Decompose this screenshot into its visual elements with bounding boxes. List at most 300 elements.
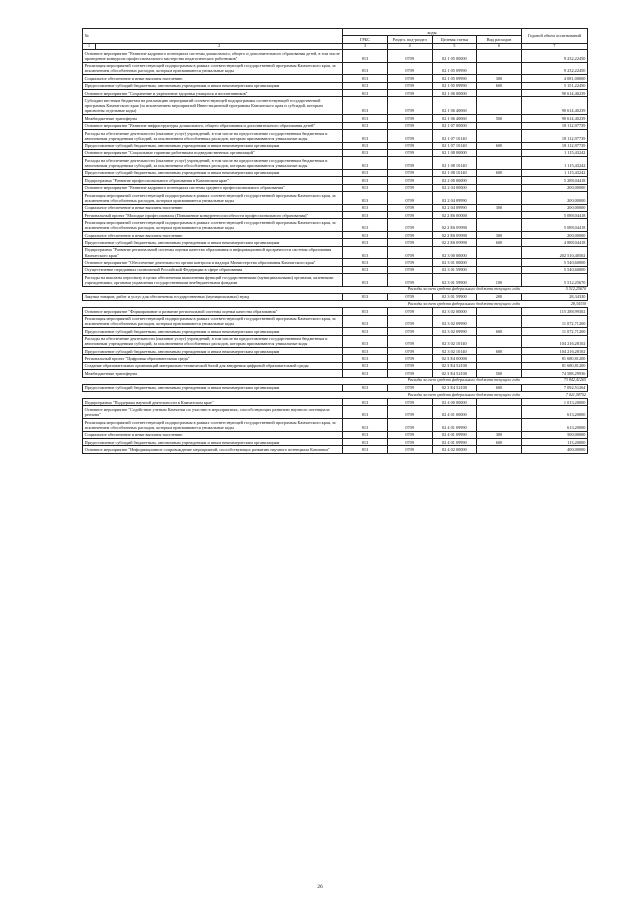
table-row — [83, 399, 588, 406]
row-name: Предоставление субсидий бюджетным, автономным учреждениям и иным некоммерческим организациям — [83, 384, 343, 391]
row-name: Основное мероприятие "Формирование и развитие региональной системы оценки качества образования" — [83, 308, 343, 315]
row-amount: 5 088,04418 — [521, 219, 587, 232]
row-amount: 104 216,28102 — [521, 348, 587, 355]
row-target-article: 02 3 02 00000 — [432, 308, 477, 315]
row-name: Закупка товаров, работ и услуг для обеспечения государственных (муниципальных) нужд — [83, 293, 343, 300]
row-razdel: 0709 — [387, 362, 432, 369]
row-grbs: 813 — [343, 115, 388, 122]
row-target-article: 02 3 02 10140 — [432, 335, 477, 348]
row-target-article: 02 3 01 59900 — [432, 266, 477, 273]
row-razdel: 0709 — [387, 115, 432, 122]
row-expense-type — [477, 157, 522, 170]
row-target-article: 02 3 02 10140 — [432, 348, 477, 355]
row-target-article: 02 4 01 09990 — [432, 438, 477, 445]
funding-note-text: Расходы за счет средств федерального бюджета текущего года — [407, 300, 520, 306]
row-target-article: 02 3 01 59900 — [432, 293, 477, 300]
row-grbs: 813 — [343, 75, 388, 82]
column-number-2: 2 — [218, 43, 221, 49]
row-grbs: 813 — [343, 419, 388, 432]
row-grbs: 813 — [343, 266, 388, 273]
row-target-article: 02 1 06 40060 — [432, 97, 477, 115]
row-amount: 1 013,20000 — [521, 399, 587, 406]
table-row — [83, 431, 588, 438]
row-amount: 9 232,22450 — [521, 49, 587, 62]
row-razdel: 0709 — [387, 370, 432, 377]
row-target-article: 02 4 01 09990 — [432, 419, 477, 432]
row-name: Расходы на обеспечение деятельности (оказание услуг) учреждений, в том числе на предоставление государственным бюджетным и автономным учреждениям субсидий, за исключением обособленных расходов, которым присваиваются уникальные коды — [83, 157, 343, 170]
row-expense-type — [477, 219, 522, 232]
row-name: Реализация мероприятий соответствующей подпрограммы в рамках соответствующей государственной программы Камчатского края, за исключением обособленных расходов, которым присваиваются уникальные коды — [83, 62, 343, 75]
row-target-article: 02 4 01 00000 — [432, 406, 477, 419]
row-grbs: 813 — [343, 308, 388, 315]
column-number: 3 — [343, 43, 388, 49]
row-expense-type — [477, 122, 522, 129]
row-name: Подпрограмма "Развитие профессионального образования в Камчатском крае" — [83, 177, 343, 184]
row-razdel: 0709 — [387, 212, 432, 219]
table-row — [83, 192, 588, 205]
row-name: Предоставление субсидий бюджетным, автономным учреждениям и иным некоммерческим организациям — [83, 82, 343, 89]
row-name: Подпрограмма "Развитие региональной системы оценки качества образования и информационной прозрачности системы образования Камчатского края" — [83, 246, 343, 259]
row-name: Субсидии местным бюджетам на реализацию мероприятий соответствующей подпрограммы соответствующей государственной программы Камчатского края (за исключением мероприятий Инвестиционной программы Камчатского края и субсидий, которым присвоены отдельные коды) — [83, 97, 343, 115]
funding-note-amount: 73 842,41265 — [563, 377, 586, 383]
row-amount: 5 540,60000 — [521, 259, 587, 266]
table-row — [83, 157, 588, 170]
table-row — [83, 177, 588, 184]
row-grbs: 813 — [343, 184, 388, 191]
row-name: Региональный проект "Молодые профессионалы (Повышение конкурентоспособности профессионального образования)" — [83, 212, 343, 219]
table-row — [83, 438, 588, 445]
row-expense-type: 600 — [477, 348, 522, 355]
row-name: Предоставление субсидий бюджетным, автономным учреждениям и иным некоммерческим организациям — [83, 169, 343, 176]
table-row — [83, 232, 588, 239]
row-name: Основное мероприятие "Развитие кадрового потенциала системы дошкольного, общего и дополнительного образования детей, в том числе проведение конкурсов профессионального мастерства педагогических работников" — [83, 49, 343, 62]
row-razdel: 0709 — [387, 97, 432, 115]
row-expense-type — [477, 308, 522, 315]
row-razdel: 0709 — [387, 239, 432, 246]
row-expense-type: 600 — [477, 438, 522, 445]
table-row — [83, 315, 588, 328]
row-name: Социальное обеспечение и иные выплаты населению — [83, 204, 343, 211]
row-grbs: 813 — [343, 259, 388, 266]
table-row — [83, 384, 588, 391]
table-row — [83, 239, 588, 246]
table-row — [83, 406, 588, 419]
row-target-article: 02 1 05 00000 — [432, 49, 477, 62]
funding-note-row — [83, 392, 588, 399]
row-amount: 400,00000 — [521, 446, 587, 453]
row-expense-type — [477, 184, 522, 191]
header-grbs: ГРБС — [343, 36, 388, 43]
row-grbs: 813 — [343, 246, 388, 259]
row-amount: 9 232,22450 — [521, 62, 587, 75]
row-amount: 81 680,81200 — [521, 362, 587, 369]
row-razdel: 0709 — [387, 315, 432, 328]
table-row — [83, 89, 588, 96]
row-amount: 613,20000 — [521, 419, 587, 432]
row-razdel: 0709 — [387, 266, 432, 273]
row-grbs: 813 — [343, 293, 388, 300]
table-row — [83, 97, 588, 115]
row-expense-type — [477, 129, 522, 142]
row-amount: 28,34330 — [521, 293, 587, 300]
row-name: Создание образовательных организаций материально-технической базой для внедрения цифровой образовательной среды — [83, 362, 343, 369]
row-grbs: 813 — [343, 232, 388, 239]
row-target-article: 02 3 02 09990 — [432, 315, 477, 328]
row-amount: 5 088,04418 — [521, 212, 587, 219]
row-razdel: 0709 — [387, 259, 432, 266]
row-target-article: 02 1 07 00000 — [432, 122, 477, 129]
header-amount: Годовой объем ассигнований — [521, 29, 587, 44]
row-target-article: 02 4 02 00000 — [432, 446, 477, 453]
row-grbs: 813 — [343, 335, 388, 348]
row-razdel: 0709 — [387, 122, 432, 129]
row-expense-type: 300 — [477, 75, 522, 82]
row-amount: 18 112,97739 — [521, 129, 587, 142]
row-razdel: 0709 — [387, 328, 432, 335]
funding-note-text: Расходы за счет средств федерального бюджета текущего года — [407, 377, 520, 383]
row-target-article: 02 1 08 10140 — [432, 169, 477, 176]
row-razdel: 0709 — [387, 246, 432, 259]
header-target-article: Целевая статья — [432, 36, 477, 43]
row-grbs: 813 — [343, 82, 388, 89]
row-razdel: 0709 — [387, 62, 432, 75]
row-grbs: 813 — [343, 49, 388, 62]
row-name: Предоставление субсидий бюджетным, автономным учреждениям и иным некоммерческим организациям — [83, 239, 343, 246]
row-expense-type: 500 — [477, 370, 522, 377]
table-row — [83, 184, 588, 191]
row-grbs: 813 — [343, 62, 388, 75]
row-name: Осуществление переданных полномочий Российской Федерации в сфере образования — [83, 266, 343, 273]
funding-note-text: Расходы за счет средств федерального бюджета текущего года — [407, 286, 520, 292]
column-number: 6 — [477, 43, 522, 49]
row-amount: 4 888,04418 — [521, 239, 587, 246]
row-amount: 202 510,40502 — [521, 246, 587, 259]
row-target-article: 02 2 04 00000 — [432, 184, 477, 191]
table-row — [83, 169, 588, 176]
row-amount: 5 288,04418 — [521, 177, 587, 184]
row-amount: 18 112,97739 — [521, 142, 587, 149]
row-target-article: 02 3 E4 52100 — [432, 370, 477, 377]
row-grbs: 813 — [343, 446, 388, 453]
row-amount: 200,00000 — [521, 232, 587, 239]
row-name: Реализация мероприятий соответствующей подпрограммы в рамках соответствующей государственной программы Камчатского края, за исключением обособленных расходов, которым присваиваются уникальные коды — [83, 192, 343, 205]
row-razdel: 0709 — [387, 75, 432, 82]
row-target-article: 02 1 07 10140 — [432, 129, 477, 142]
row-amount: 74 588,29936 — [521, 370, 587, 377]
row-name: Предоставление субсидий бюджетным, автономным учреждениям и иным некоммерческим организациям — [83, 348, 343, 355]
row-target-article: 02 1 08 10140 — [432, 157, 477, 170]
column-number: 7 — [521, 43, 587, 49]
row-name: Социальное обеспечение и иные выплаты населению — [83, 232, 343, 239]
page-number: 26 — [317, 884, 323, 890]
table-row — [83, 212, 588, 219]
row-target-article: 02 3 01 00000 — [432, 259, 477, 266]
row-razdel: 0709 — [387, 129, 432, 142]
row-razdel: 0709 — [387, 184, 432, 191]
row-amount: 90 614,40239 — [521, 115, 587, 122]
row-target-article: 02 2 E6 09990 — [432, 239, 477, 246]
row-grbs: 813 — [343, 129, 388, 142]
column-number: 4 — [387, 43, 432, 49]
row-expense-type: 600 — [477, 82, 522, 89]
row-expense-type — [477, 177, 522, 184]
row-target-article: 02 4 00 00000 — [432, 399, 477, 406]
row-grbs: 813 — [343, 315, 388, 328]
row-target-article: 02 3 E4 52100 — [432, 384, 477, 391]
row-expense-type: 300 — [477, 431, 522, 438]
budget-table — [82, 28, 588, 454]
table-row — [83, 149, 588, 156]
header-number: № — [83, 29, 343, 44]
row-name: Подпрограмма "Поддержка научной деятельности в Камчатском крае" — [83, 399, 343, 406]
row-amount: 613,20000 — [521, 406, 587, 419]
row-razdel: 0709 — [387, 406, 432, 419]
table-row — [83, 308, 588, 315]
row-razdel: 0709 — [387, 157, 432, 170]
row-grbs: 813 — [343, 149, 388, 156]
header-codes-group: коды — [343, 29, 522, 36]
row-amount: 200,00000 — [521, 204, 587, 211]
row-target-article: 02 3 01 59900 — [432, 274, 477, 287]
row-name: Реализация мероприятий соответствующей подпрограммы в рамках соответствующей государственной программы Камчатского края, за исключением обособленных расходов, которым присваиваются уникальные коды — [83, 315, 343, 328]
row-razdel: 0709 — [387, 399, 432, 406]
row-expense-type — [477, 212, 522, 219]
row-razdel: 0709 — [387, 308, 432, 315]
row-razdel: 0709 — [387, 335, 432, 348]
table-row — [83, 355, 588, 362]
row-grbs: 813 — [343, 169, 388, 176]
funding-note-amount: 7 021,58752 — [565, 391, 586, 397]
row-expense-type — [477, 89, 522, 96]
row-name: Основное мероприятие "Обеспечение деятельности органа контроля и надзора Министерства образования Камчатского края" — [83, 259, 343, 266]
row-target-article: 02 1 06 00000 — [432, 89, 477, 96]
row-name: Расходы на обеспечение деятельности (оказание услуг) учреждений, в том числе на предоставление государственным бюджетным и автономным учреждениям субсидий, за исключением обособленных расходов, которым присваиваются уникальные коды — [83, 335, 343, 348]
row-razdel: 0709 — [387, 355, 432, 362]
row-name: Предоставление субсидий бюджетным, автономным учреждениям и иным некоммерческим организациям — [83, 142, 343, 149]
row-razdel: 0709 — [387, 149, 432, 156]
row-amount: 11 072,71200 — [521, 328, 587, 335]
row-expense-type — [477, 399, 522, 406]
row-amount: 113,20000 — [521, 438, 587, 445]
header-razdel: Раздел, под-раздел — [387, 36, 432, 43]
row-amount: 18 112,97739 — [521, 122, 587, 129]
row-target-article: 02 1 07 10140 — [432, 142, 477, 149]
row-target-article: 02 1 08 00000 — [432, 149, 477, 156]
row-expense-type: 600 — [477, 239, 522, 246]
row-expense-type: 300 — [477, 232, 522, 239]
row-razdel: 0709 — [387, 419, 432, 432]
funding-note-row — [83, 286, 588, 293]
row-razdel: 0709 — [387, 89, 432, 96]
table-row — [83, 82, 588, 89]
row-target-article: 02 3 00 00000 — [432, 246, 477, 259]
column-number: 5 — [432, 43, 477, 49]
row-expense-type — [477, 446, 522, 453]
row-name: Межбюджетные трансферты — [83, 370, 343, 377]
row-grbs: 813 — [343, 274, 388, 287]
funding-note-text: Расходы за счет средств федерального бюджета текущего года — [407, 391, 520, 397]
row-target-article: 02 2 04 09990 — [432, 204, 477, 211]
row-razdel: 0709 — [387, 169, 432, 176]
row-expense-type — [477, 355, 522, 362]
table-row — [83, 259, 588, 266]
row-expense-type — [477, 149, 522, 156]
row-razdel: 0709 — [387, 438, 432, 445]
table-row — [83, 328, 588, 335]
row-grbs: 813 — [343, 370, 388, 377]
row-target-article: 02 3 02 09990 — [432, 328, 477, 335]
table-row — [83, 62, 588, 75]
row-grbs: 813 — [343, 89, 388, 96]
row-target-article: 02 3 E4 00000 — [432, 355, 477, 362]
table-row — [83, 419, 588, 432]
row-name: Основное мероприятие "Развитие инфраструктуры дошкольного, общего образования и дополнительного образования детей" — [83, 122, 343, 129]
row-expense-type — [477, 315, 522, 328]
row-name: Социальное обеспечение и иные выплаты населению — [83, 431, 343, 438]
row-name: Основное мероприятие "Развитие кадрового потенциала системы среднего профессионального образования" — [83, 184, 343, 191]
row-expense-type — [477, 406, 522, 419]
row-razdel: 0709 — [387, 142, 432, 149]
row-name: Реализация мероприятий соответствующей подпрограммы в рамках соответствующей государственной программы Камчатского края, за исключением обособленных расходов, которым присваиваются уникальные коды — [83, 219, 343, 232]
table-row — [83, 246, 588, 259]
row-amount: 115 288,99302 — [521, 308, 587, 315]
table-row — [83, 446, 588, 453]
row-grbs: 813 — [343, 438, 388, 445]
row-target-article: 02 2 04 09990 — [432, 192, 477, 205]
row-expense-type: 100 — [477, 274, 522, 287]
column-number-1: 1 — [83, 44, 96, 49]
row-expense-type — [477, 192, 522, 205]
row-razdel: 0709 — [387, 219, 432, 232]
table-row — [83, 370, 588, 377]
row-razdel: 0709 — [387, 293, 432, 300]
row-target-article: 02 2 E6 09990 — [432, 232, 477, 239]
row-grbs: 813 — [343, 362, 388, 369]
row-razdel: 0709 — [387, 274, 432, 287]
row-name: Предоставление субсидий бюджетным, автономным учреждениям и иным некоммерческим организациям — [83, 438, 343, 445]
row-amount: 1 115,43242 — [521, 169, 587, 176]
row-expense-type: 600 — [477, 142, 522, 149]
row-grbs: 813 — [343, 157, 388, 170]
row-expense-type — [477, 246, 522, 259]
row-expense-type: 200 — [477, 293, 522, 300]
row-amount: 200,00000 — [521, 192, 587, 205]
row-grbs: 813 — [343, 204, 388, 211]
row-grbs: 813 — [343, 97, 388, 115]
row-expense-type: 600 — [477, 328, 522, 335]
table-row — [83, 219, 588, 232]
row-razdel: 0709 — [387, 348, 432, 355]
row-name: Межбюджетные трансферты — [83, 115, 343, 122]
row-name: Основное мероприятие "Информационное сопровождение мероприятий, способствующих развитию научного потенциала Камчатки" — [83, 446, 343, 453]
row-grbs: 813 — [343, 122, 388, 129]
row-target-article: 02 1 05 09990 — [432, 62, 477, 75]
row-grbs: 813 — [343, 142, 388, 149]
row-amount: 4 081,00000 — [521, 75, 587, 82]
row-grbs: 813 — [343, 355, 388, 362]
table-row — [83, 129, 588, 142]
row-name: Основное мероприятие "Содействие ученым Камчатки по участию в мероприятиях, способствующих развитию научного потенциала региона" — [83, 406, 343, 419]
header-expense-type: Вид расходов — [477, 36, 522, 43]
row-target-article: 02 3 E4 52100 — [432, 362, 477, 369]
row-expense-type — [477, 362, 522, 369]
row-razdel: 0709 — [387, 49, 432, 62]
table-row — [83, 348, 588, 355]
funding-note-amount: 5 512,25670 — [565, 286, 586, 292]
row-expense-type — [477, 266, 522, 273]
row-grbs: 813 — [343, 177, 388, 184]
row-amount: 5 540,60000 — [521, 266, 587, 273]
row-amount: 500,00000 — [521, 431, 587, 438]
row-razdel: 0709 — [387, 177, 432, 184]
table-row — [83, 115, 588, 122]
row-grbs: 813 — [343, 406, 388, 419]
row-name: Расходы на обеспечение деятельности (оказание услуг) учреждений, в том числе на предоставление государственным бюджетным и автономным учреждениям субсидий, за исключением обособленных расходов, которым присваиваются уникальные коды — [83, 129, 343, 142]
row-target-article: 02 1 06 40060 — [432, 115, 477, 122]
row-grbs: 813 — [343, 212, 388, 219]
table-row — [83, 362, 588, 369]
row-expense-type: 500 — [477, 115, 522, 122]
row-grbs: 813 — [343, 399, 388, 406]
row-razdel: 0709 — [387, 384, 432, 391]
table-row — [83, 266, 588, 273]
table-row — [83, 75, 588, 82]
row-expense-type — [477, 62, 522, 75]
row-name: Предоставление субсидий бюджетным, автономным учреждениям и иным некоммерческим организациям — [83, 328, 343, 335]
funding-note-amount: 28,34330 — [570, 300, 586, 306]
row-amount: 5 512,25670 — [521, 274, 587, 287]
row-name: Основное мероприятие "Сохранение и укрепление здоровья учащихся и воспитанников" — [83, 89, 343, 96]
column-number — [83, 43, 343, 49]
row-amount: 7 092,51264 — [521, 384, 587, 391]
row-expense-type — [477, 259, 522, 266]
row-razdel: 0709 — [387, 192, 432, 205]
budget-table-sheet — [82, 28, 588, 454]
table-row — [83, 49, 588, 62]
row-target-article: 02 2 E6 09990 — [432, 219, 477, 232]
row-razdel: 0709 — [387, 82, 432, 89]
row-target-article: 02 2 E6 00000 — [432, 212, 477, 219]
row-razdel: 0709 — [387, 232, 432, 239]
row-grbs: 813 — [343, 328, 388, 335]
row-grbs: 813 — [343, 219, 388, 232]
row-expense-type — [477, 419, 522, 432]
row-grbs: 813 — [343, 431, 388, 438]
row-amount: 11 072,71200 — [521, 315, 587, 328]
table-row — [83, 142, 588, 149]
row-amount: 5 151,22450 — [521, 82, 587, 89]
funding-note-row — [83, 377, 588, 384]
table-body — [83, 43, 588, 453]
row-name: Региональный проект "Цифровая образовательная среда" — [83, 355, 343, 362]
row-amount: 90 614,40239 — [521, 97, 587, 115]
row-grbs: 813 — [343, 384, 388, 391]
row-expense-type — [477, 49, 522, 62]
row-target-article: 02 1 05 09990 — [432, 82, 477, 89]
row-expense-type: 600 — [477, 384, 522, 391]
row-grbs: 813 — [343, 192, 388, 205]
row-amount: 1 115,43242 — [521, 157, 587, 170]
row-target-article: 02 1 05 09990 — [432, 75, 477, 82]
row-target-article: 02 4 01 09990 — [432, 431, 477, 438]
row-expense-type: 300 — [477, 204, 522, 211]
row-expense-type: 600 — [477, 169, 522, 176]
row-name: Расходы на выплаты персоналу в целях обеспечения выполнения функций государственными (муниципальными) органами, казенными учреждениями, органами управления государственными внебюджетными фондами — [83, 274, 343, 287]
row-amount: 1 115,43242 — [521, 149, 587, 156]
row-razdel: 0709 — [387, 204, 432, 211]
table-row — [83, 122, 588, 129]
funding-note-row — [83, 301, 588, 308]
